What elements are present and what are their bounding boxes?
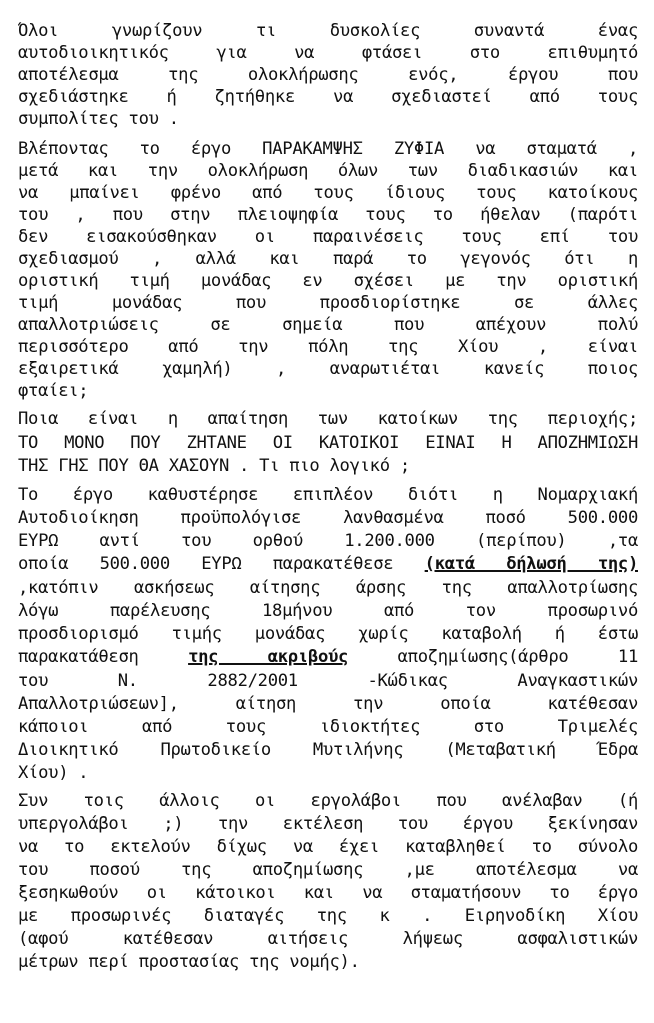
- text-line: οποία 500.000 ΕΥΡΩ παρακατέθεσε (κατά δήλωσή της): [18, 554, 638, 574]
- text-line: Το έργο καθυστέρησε επιπλέον διότι η Νομαρχιακή: [18, 485, 638, 505]
- text-line: μέτρων περί προστασίας της νομής).: [18, 952, 360, 972]
- text-line: Ποια είναι η απαίτηση των κατοίκων της περιοχής;: [18, 409, 638, 429]
- text-line: Διοικητικό Πρωτοδικείο Μυτιλήνης (Μεταβατική Έδρα: [18, 740, 638, 760]
- text-line: ,κατόπιν ασκήσεως αίτησης άρσης της απαλλοτρίωσης: [18, 578, 638, 598]
- text-line: Χίου) .: [18, 763, 89, 783]
- text-line: Βλέποντας το έργο ΠΑΡΑΚΑΜΨΗΣ ΖΥΦΙΑ να σταματά ,: [18, 139, 638, 159]
- text-line: Αυτοδιοίκηση προϋπολόγισε λανθασμένα ποσό 500.000: [18, 508, 638, 528]
- text-line: ΤΟ ΜΟΝΟ ΠΟΥ ΖΗΤΑΝΕ ΟΙ ΚΑΤΟΙΚΟΙ ΕΙΝΑΙ Η ΑΠΟΖΗΜΙΩΣΗ: [18, 433, 638, 453]
- text-line: του Ν. 2882/2001 -Κώδικας Αναγκαστικών: [18, 671, 638, 691]
- text-line: εξαιρετικά χαμηλή) , αναρωτιέται κανείς ποιος: [18, 359, 638, 379]
- text-line: Συν τοις άλλοις οι εργολάβοι που ανέλαβαν (ή: [18, 791, 638, 811]
- text-line: κάποιοι από τους ιδιοκτήτες στο Τριμελές: [18, 717, 638, 737]
- text-line: οριστική τιμή μονάδας εν σχέσει με την οριστική: [18, 271, 638, 291]
- text-line: λόγω παρέλευσης 18μήνου από τον προσωρινό: [18, 601, 638, 621]
- text-line: αυτοδιοικητικός για να φτάσει στο επιθυμητό: [18, 43, 638, 63]
- text-line: δεν εισακούσθηκαν οι παραινέσεις τους επί του: [18, 227, 638, 247]
- text-line: Απαλλοτριώσεων], αίτηση την οποία κατέθεσαν: [18, 694, 638, 714]
- text-line: φταίει;: [18, 381, 89, 401]
- text-line: μετά και την ολοκλήρωση όλων των διαδικασιών και: [18, 161, 638, 181]
- text-line: του ποσού της αποζημίωσης ,με αποτέλεσμα να: [18, 860, 638, 880]
- text-line: Όλοι γνωρίζουν τι δυσκολίες συναντά ένας: [18, 21, 638, 41]
- text-line: απαλλοτριώσεις σε σημεία που απέχουν πολύ: [18, 315, 638, 335]
- text-line: τιμή μονάδας που προσδιορίστηκε σε άλλες: [18, 293, 638, 313]
- text-line: να το εκτελούν δίχως να έχει καταβληθεί το σύνολο: [18, 837, 638, 857]
- text-line: (αφού κατέθεσαν αιτήσεις λήψεως ασφαλιστικών: [18, 929, 638, 949]
- emphasized-phrase: της ακριβούς: [188, 647, 349, 667]
- text-line: αποτέλεσμα της ολοκλήρωσης ενός, έργου που: [18, 65, 638, 85]
- text-line: να μπαίνει φρένο από τους ίδιους τους κατοίκους: [18, 183, 638, 203]
- text-line: ΕΥΡΩ αντί του ορθού 1.200.000 (περίπου) ,τα: [18, 531, 638, 551]
- text-line: ξεσηκωθούν οι κάτοικοι και να σταματήσουν το έργο: [18, 883, 638, 903]
- text-line: συμπολίτες του .: [18, 109, 179, 129]
- text-line: σχεδιάστηκε ή ζητήθηκε να σχεδιαστεί από τους: [18, 87, 638, 107]
- text-line: περισσότερο από την πόλη της Χίου , είναι: [18, 337, 638, 357]
- text-line: ΤΗΣ ΓΗΣ ΠΟΥ ΘΑ ΧΑΣΟΥΝ . Τι πιο λογικό ;: [18, 456, 410, 476]
- text-line: του , που στην πλειοψηφία τους το ήθελαν (παρότι: [18, 205, 638, 225]
- text-line: παρακατάθεση της ακριβούς αποζημίωσης(άρθρο 11: [18, 647, 638, 667]
- text-line: υπεργολάβοι ;) την εκτέλεση του έργου ξεκίνησαν: [18, 814, 638, 834]
- text-line: σχεδιασμού , αλλά και παρά το γεγονός ότι η: [18, 249, 638, 269]
- text-line: με προσωρινές διαταγές της κ . Ειρηνοδίκη Χίου: [18, 906, 638, 926]
- emphasized-phrase: (κατά δήλωσή της): [424, 554, 638, 574]
- text-line: προσδιορισμό τιμής μονάδας χωρίς καταβολή ή έστω: [18, 624, 638, 644]
